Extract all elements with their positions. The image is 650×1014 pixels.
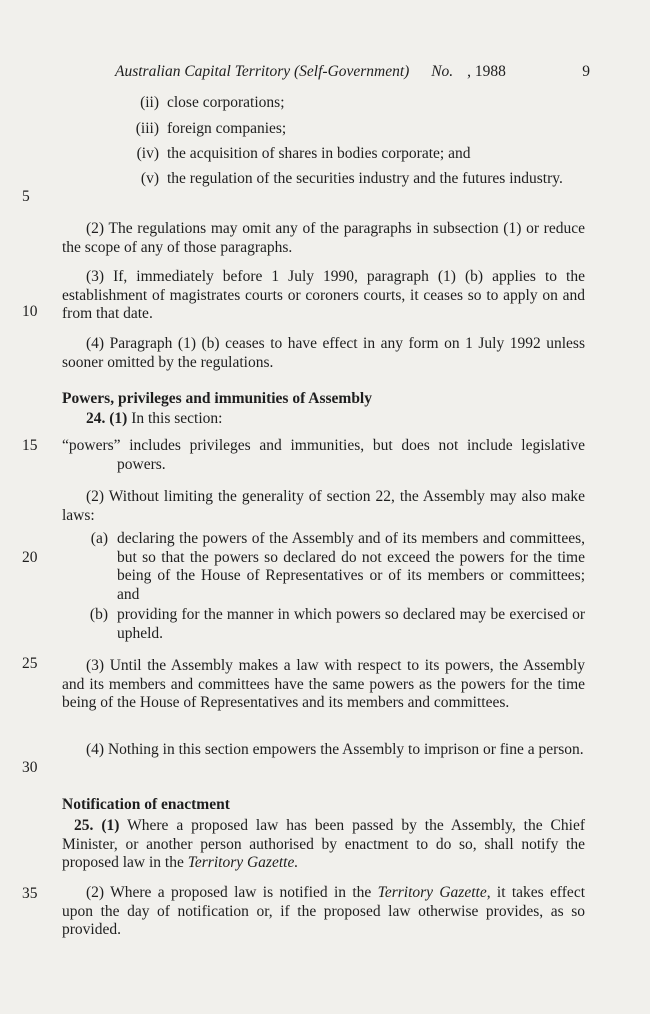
- act-year: , 1988: [467, 63, 506, 80]
- definition-powers: “powers” includes privileges and immunities, but does not include legislative powers.: [62, 437, 585, 473]
- subsection-25-2: (2) Where a proposed law is notified in the Territory Gazette, it takes effect upon the day of notification or, if the proposed law otherwise provides, as so provided.: [62, 884, 586, 938]
- line-number: 25: [22, 655, 38, 672]
- section-heading: Powers, privileges and immunities of Assembly: [62, 390, 372, 407]
- subsection-23-3: (3) If, immediately before 1 July 1990, paragraph (1) (b) applies to the establishment of magistrates courts or coroners courts, it ceases so to apply on and from that date.: [62, 268, 585, 322]
- line-number: 15: [22, 437, 38, 454]
- subsection-24-3: (3) Until the Assembly makes a law with respect to its powers, the Assembly and its members and committees have the same powers as the powers for the time being of the House of Representatives and its members and committees.: [62, 657, 586, 711]
- document-page: Australian Capital Territory (Self-Government) No. , 1988 9 5 10 15 20 25 30 35 (ii) close corporations; (iii) foreign companies; (iv) the acquisition of shares in bodies corporate; and (v) the regulation of the securities industry and the futures industry. (2) The regulations may omit any of the paragraphs in subsection (1) or reduce the scope of any of those paragraphs. (3) If, immediately before 1 July 1990, paragraph (1) (b) applies to the establishment of magistrates courts or coroners courts, it ceases so to apply on and from that date. (4) Paragraph (1) (b) ceases to have effect in any form on 1 July 1992 unless sooner omitted by the regulations. Powers, privileges and immunities of Assembly 24. (1) In this section: “powers” includes privileges and immunities, but does not include legislative powers. (2) Without limiting the generality of section 22, the Assembly may also make laws: (a) declaring the powers of the Assembly and of its members and committees, but so that the powers so declared do not exceed the powers for the time being of the House of Representatives or of its members or committees; and (b) providing for the manner in which powers so declared may be exercised or upheld. (3) Until the Assembly makes a law with respect to its powers, the Assembly and its members and committees have the same powers as the powers for the time being of the House of Representatives and its members and committees. (4) Nothing in this section empowers the Assembly to imprison or fine a person. Notification of enactment 25. (1) Where a proposed law has been passed by the Assembly, the Chief Minister, or another person authorised by enactment to do so, shall notify the proposed law in the Territory Gazette. (2) Where a proposed law is notified in the Territory Gazette, it takes effect upon the day of notification or, if the proposed law otherwise provides, as so provided.: [22, 63, 590, 938]
- act-no: No.: [431, 63, 454, 80]
- subsection-24-2: (2) Without limiting the generality of section 22, the Assembly may also make laws:: [62, 488, 585, 524]
- line-number: 20: [22, 549, 38, 566]
- line-number: 35: [22, 885, 38, 902]
- line-number: 10: [22, 303, 38, 320]
- running-header: [115, 62, 590, 81]
- subsection-25-1: 25. (1) Where a proposed law has been passed by the Assembly, the Chief Minister, or another person authorised by enactment to do so, shall notify the proposed law in the Territory Gazette.: [62, 817, 585, 871]
- subsection-23-4: (4) Paragraph (1) (b) ceases to have effect in any form on 1 July 1992 unless sooner omitted by the regulations.: [62, 335, 585, 371]
- subsection-23-2: (2) The regulations may omit any of the paragraphs in subsection (1) or reduce the scope of any of those paragraphs.: [62, 220, 585, 256]
- page-number: 9: [582, 63, 590, 80]
- subsection-24-4: (4) Nothing in this section empowers the Assembly to imprison or fine a person.: [86, 741, 584, 758]
- section-heading: Notification of enactment: [62, 796, 230, 813]
- act-title: Australian Capital Territory (Self-Government): [115, 63, 410, 80]
- line-number: 5: [22, 188, 30, 205]
- subsection-24-1: 24. (1) In this section:: [86, 410, 223, 427]
- line-number: 30: [22, 759, 38, 776]
